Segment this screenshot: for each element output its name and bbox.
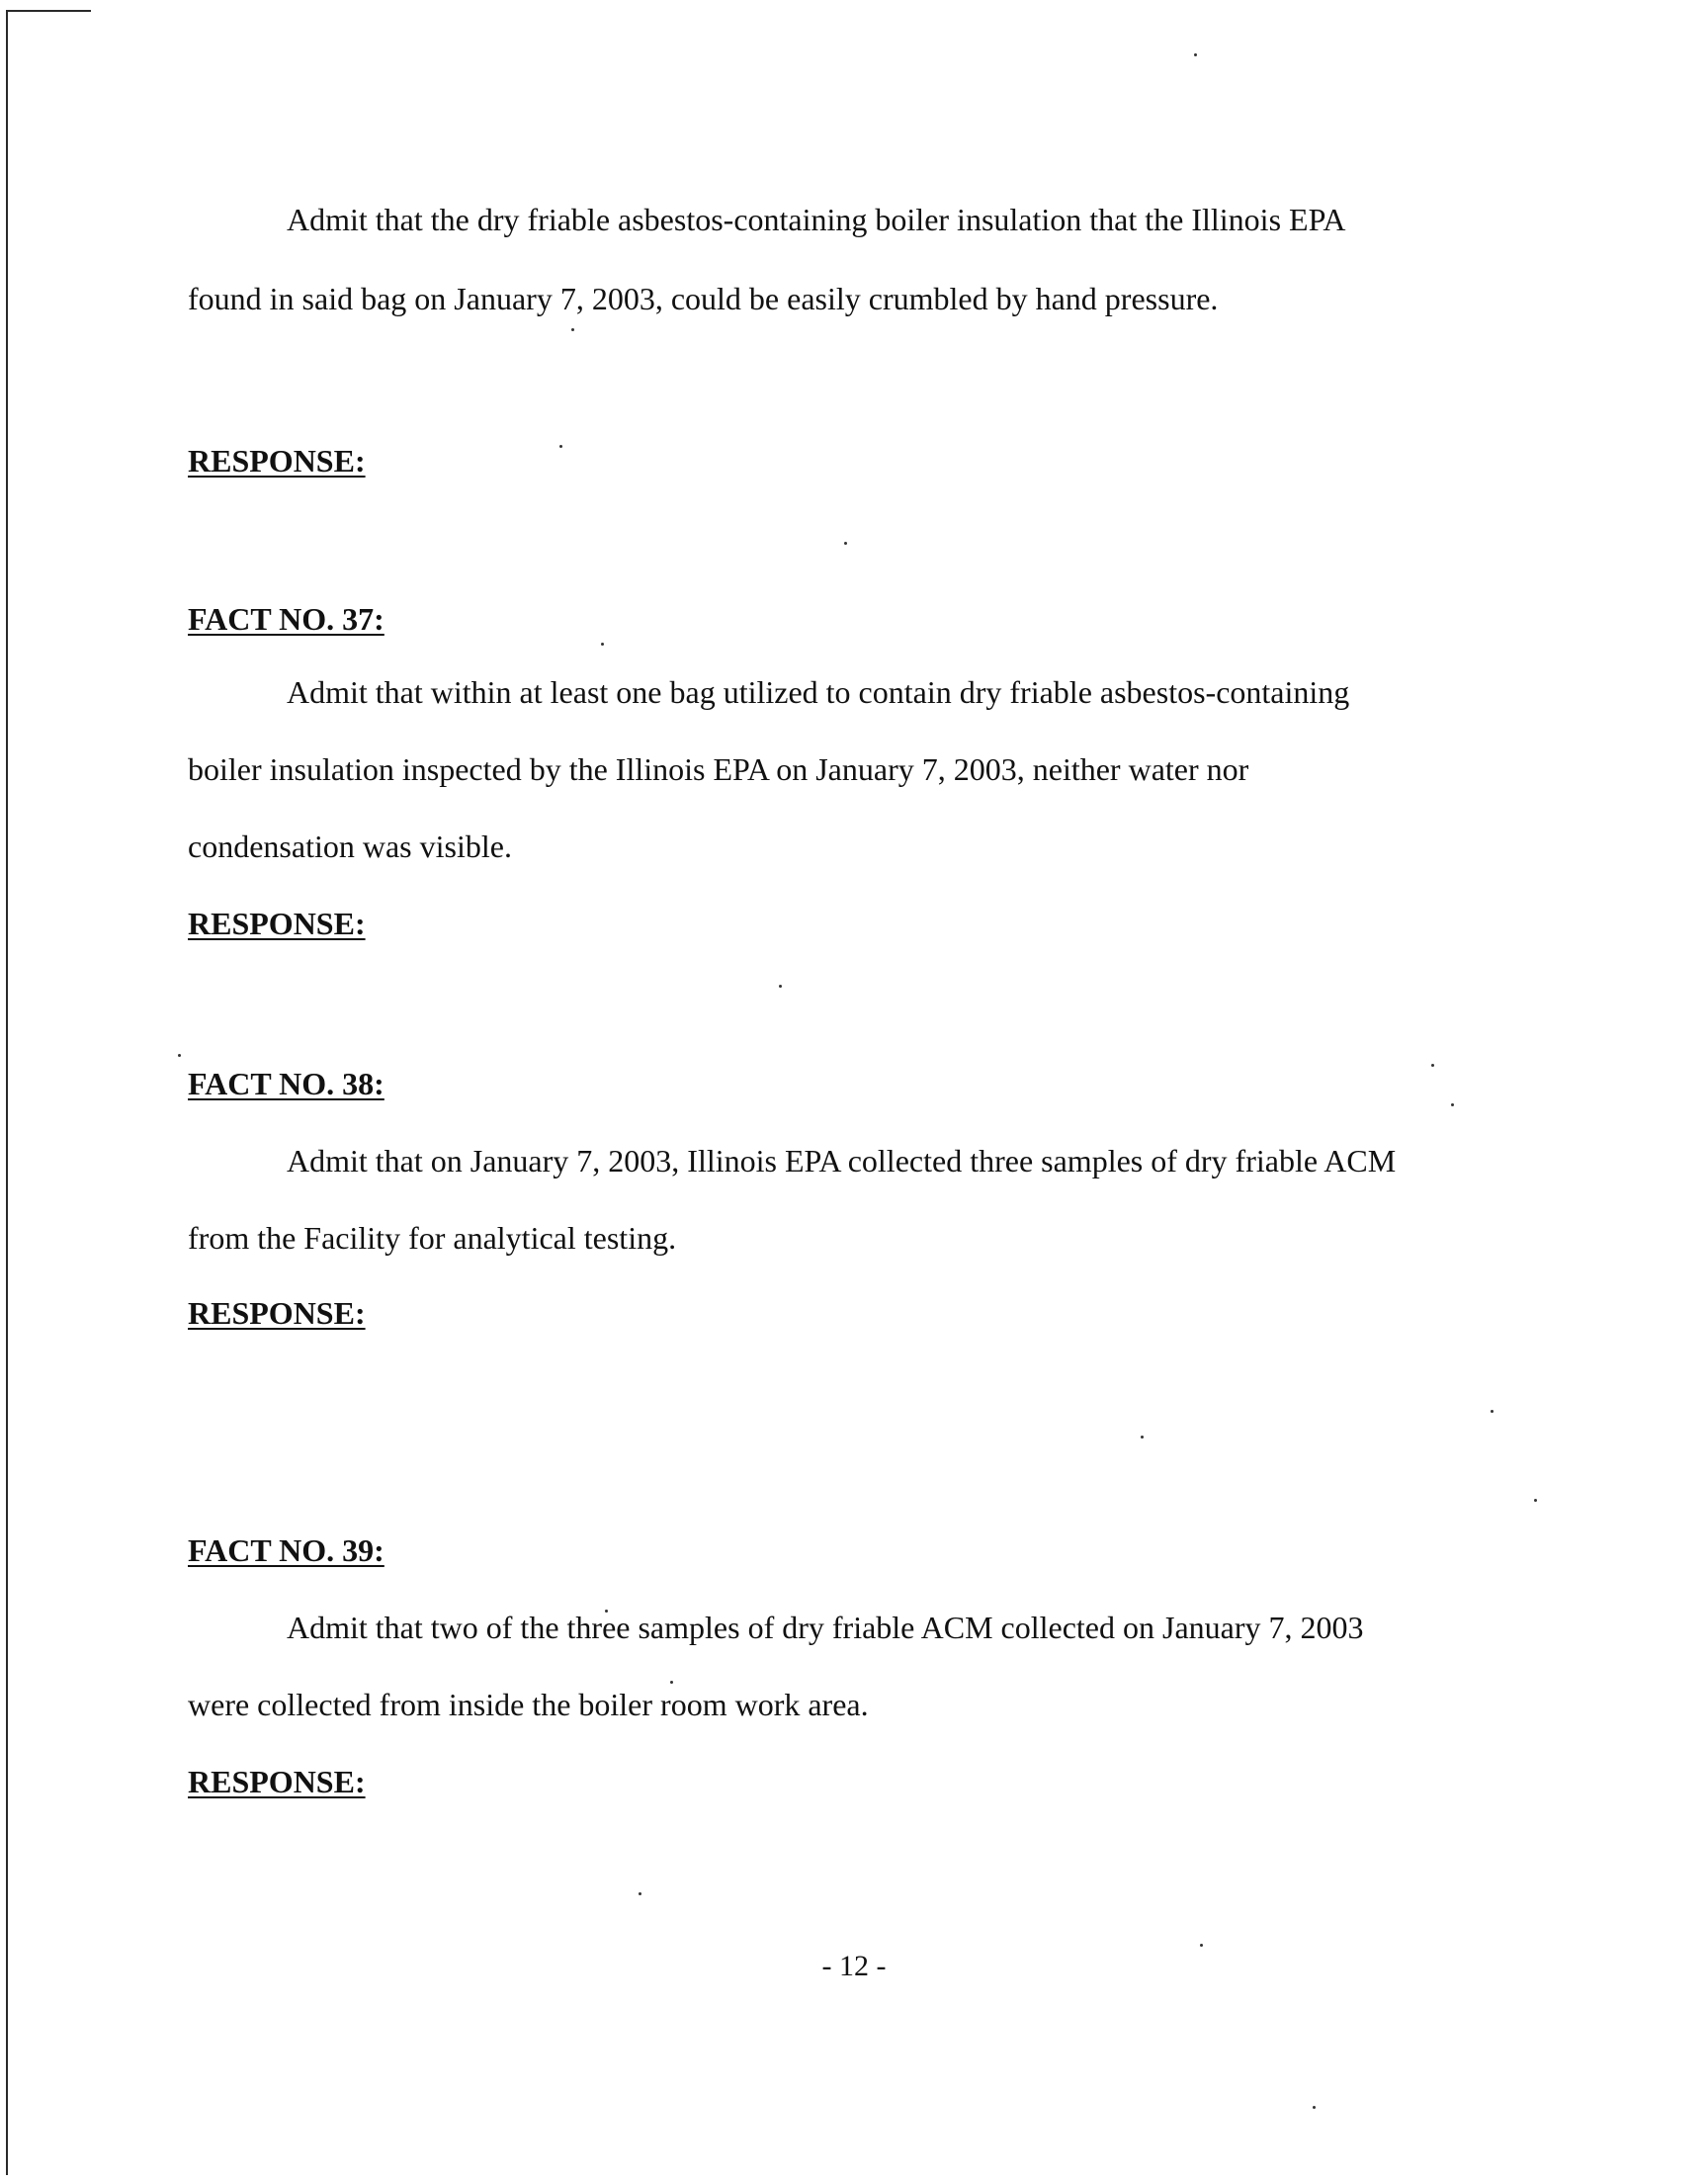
fact-37-line-3: condensation was visible. bbox=[188, 829, 512, 864]
scan-border-line bbox=[6, 10, 8, 2175]
fact-39-response-heading: RESPONSE: bbox=[188, 1764, 366, 1799]
fact-38-line-1: Admit that on January 7, 2003, Illinois EPA collected three samples of dry friable ACM bbox=[287, 1143, 1397, 1179]
scan-speck bbox=[1491, 1410, 1494, 1413]
scan-speck bbox=[1431, 1064, 1434, 1067]
scan-speck bbox=[178, 1054, 181, 1057]
scan-speck bbox=[559, 445, 562, 448]
fact-38-line-2: from the Facility for analytical testing. bbox=[188, 1220, 677, 1256]
fact-37-heading: FACT NO. 37: bbox=[188, 601, 384, 637]
scan-speck bbox=[1313, 2106, 1316, 2109]
scan-speck bbox=[779, 985, 782, 988]
intro-paragraph-line-1: Admit that the dry friable asbestos-containing boiler insulation that the Illinois EPA bbox=[287, 202, 1346, 237]
scan-speck bbox=[1194, 53, 1197, 56]
scan-corner-mark bbox=[6, 10, 91, 12]
scan-speck bbox=[601, 643, 604, 646]
page-number: - 12 - bbox=[821, 1950, 887, 1982]
scan-speck bbox=[1534, 1499, 1537, 1502]
scan-speck bbox=[639, 1892, 641, 1895]
fact-38-heading: FACT NO. 38: bbox=[188, 1066, 384, 1101]
fact-39-line-2: were collected from inside the boiler room work area. bbox=[188, 1687, 869, 1722]
scan-speck bbox=[1141, 1436, 1144, 1439]
fact-37-line-2: boiler insulation inspected by the Illinois EPA on January 7, 2003, neither water nor bbox=[188, 751, 1249, 787]
fact-39-heading: FACT NO. 39: bbox=[188, 1532, 384, 1568]
fact-38-response-heading: RESPONSE: bbox=[188, 1295, 366, 1331]
scan-speck bbox=[1451, 1103, 1454, 1106]
fact-37-line-1: Admit that within at least one bag utilized to contain dry friable asbestos-containing bbox=[287, 674, 1350, 710]
response-heading: RESPONSE: bbox=[188, 443, 366, 479]
fact-39-line-1: Admit that two of the three samples of dry friable ACM collected on January 7, 2003 bbox=[287, 1610, 1364, 1645]
fact-37-response-heading: RESPONSE: bbox=[188, 906, 366, 941]
scan-speck bbox=[670, 1681, 673, 1684]
intro-paragraph-line-2: found in said bag on January 7, 2003, could be easily crumbled by hand pressure. bbox=[188, 281, 1219, 316]
scan-speck bbox=[1200, 1944, 1203, 1947]
scan-speck bbox=[571, 328, 574, 331]
scan-speck bbox=[844, 542, 847, 545]
